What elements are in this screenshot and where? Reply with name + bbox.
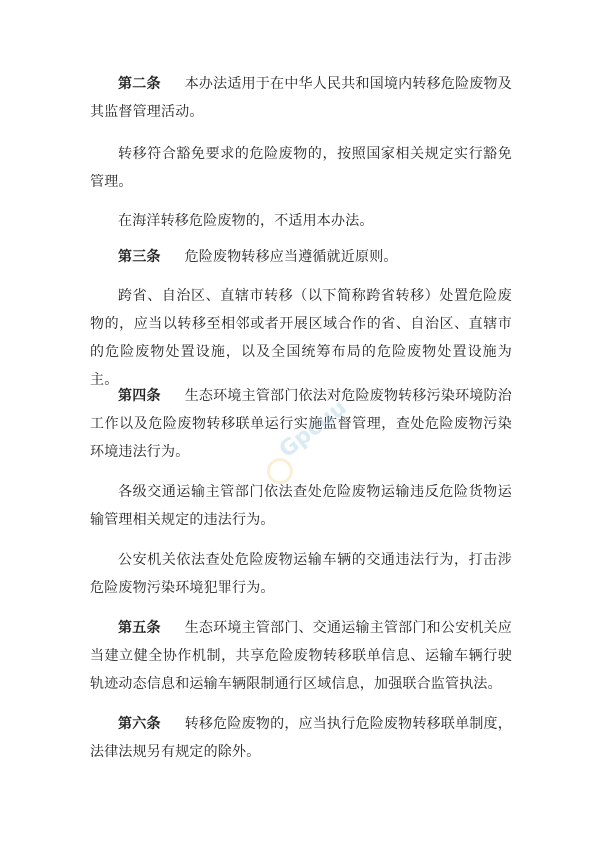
- article-3-paragraph: [90, 243, 512, 271]
- paragraph-text: 各级交通运输主管部门依法查处危险废物运输违反危险货物运输管理相关规定的违法行为。: [90, 484, 512, 528]
- transport-dept-paragraph: [90, 478, 512, 534]
- article-label: 第四条: [118, 388, 161, 404]
- paragraph-text: 公安机关依法查处危险废物运输车辆的交通违法行为，打击涉危险废物污染环境犯罪行为。: [90, 552, 512, 596]
- article-label: 第三条: [118, 249, 161, 265]
- article-4-paragraph: [90, 382, 512, 466]
- article-label: 第五条: [118, 620, 161, 636]
- paragraph-text: 在海洋转移危险废物的，不适用本办法。: [118, 213, 374, 229]
- ocean-paragraph: [90, 207, 512, 235]
- article-2-paragraph: [90, 70, 512, 126]
- article-label: 第六条: [118, 716, 161, 732]
- article-5-paragraph: [90, 614, 512, 698]
- paragraph-text: 危险废物转移应当遵循就近原则。: [184, 249, 398, 265]
- paragraph-text: 转移危险废物的，应当执行危险废物转移联单制度，法律法规另有规定的除外。: [90, 716, 512, 760]
- paragraph-text: 本办法适用于在中华人民共和国境内转移危险废物及其监督管理活动。: [90, 76, 512, 120]
- article-6-paragraph: [90, 710, 512, 766]
- exemption-paragraph: [90, 140, 512, 196]
- paragraph-text: 生态环境主管部门依法对危险废物转移污染环境防治工作以及危险废物转移联单运行实施监督管理，查处危险废物污染环境违法行为。: [90, 388, 512, 460]
- police-paragraph: [90, 546, 512, 602]
- paragraph-text: 生态环境主管部门、交通运输主管部门和公安机关应当建立健全协作机制，共享危险废物转移联单信息、运输车辆行驶轨迹动态信息和运输车辆限制通行区域信息，加强联合监管执法。: [90, 620, 512, 692]
- paragraph-text: 转移符合豁免要求的危险废物的，按照国家相关规定实行豁免管理。: [90, 146, 512, 190]
- watermark-text: Gpcuu: [274, 395, 352, 464]
- cross-province-paragraph: [90, 282, 512, 394]
- paragraph-text: 跨省、自治区、直辖市转移（以下简称跨省转移）处置危险废物的，应当以转移至相邻或者开展区域合作的省、自治区、直辖市的危险废物处置设施，以及全国统筹布局的危险废物处置设施为主。: [90, 288, 512, 388]
- article-label: 第二条: [118, 76, 161, 92]
